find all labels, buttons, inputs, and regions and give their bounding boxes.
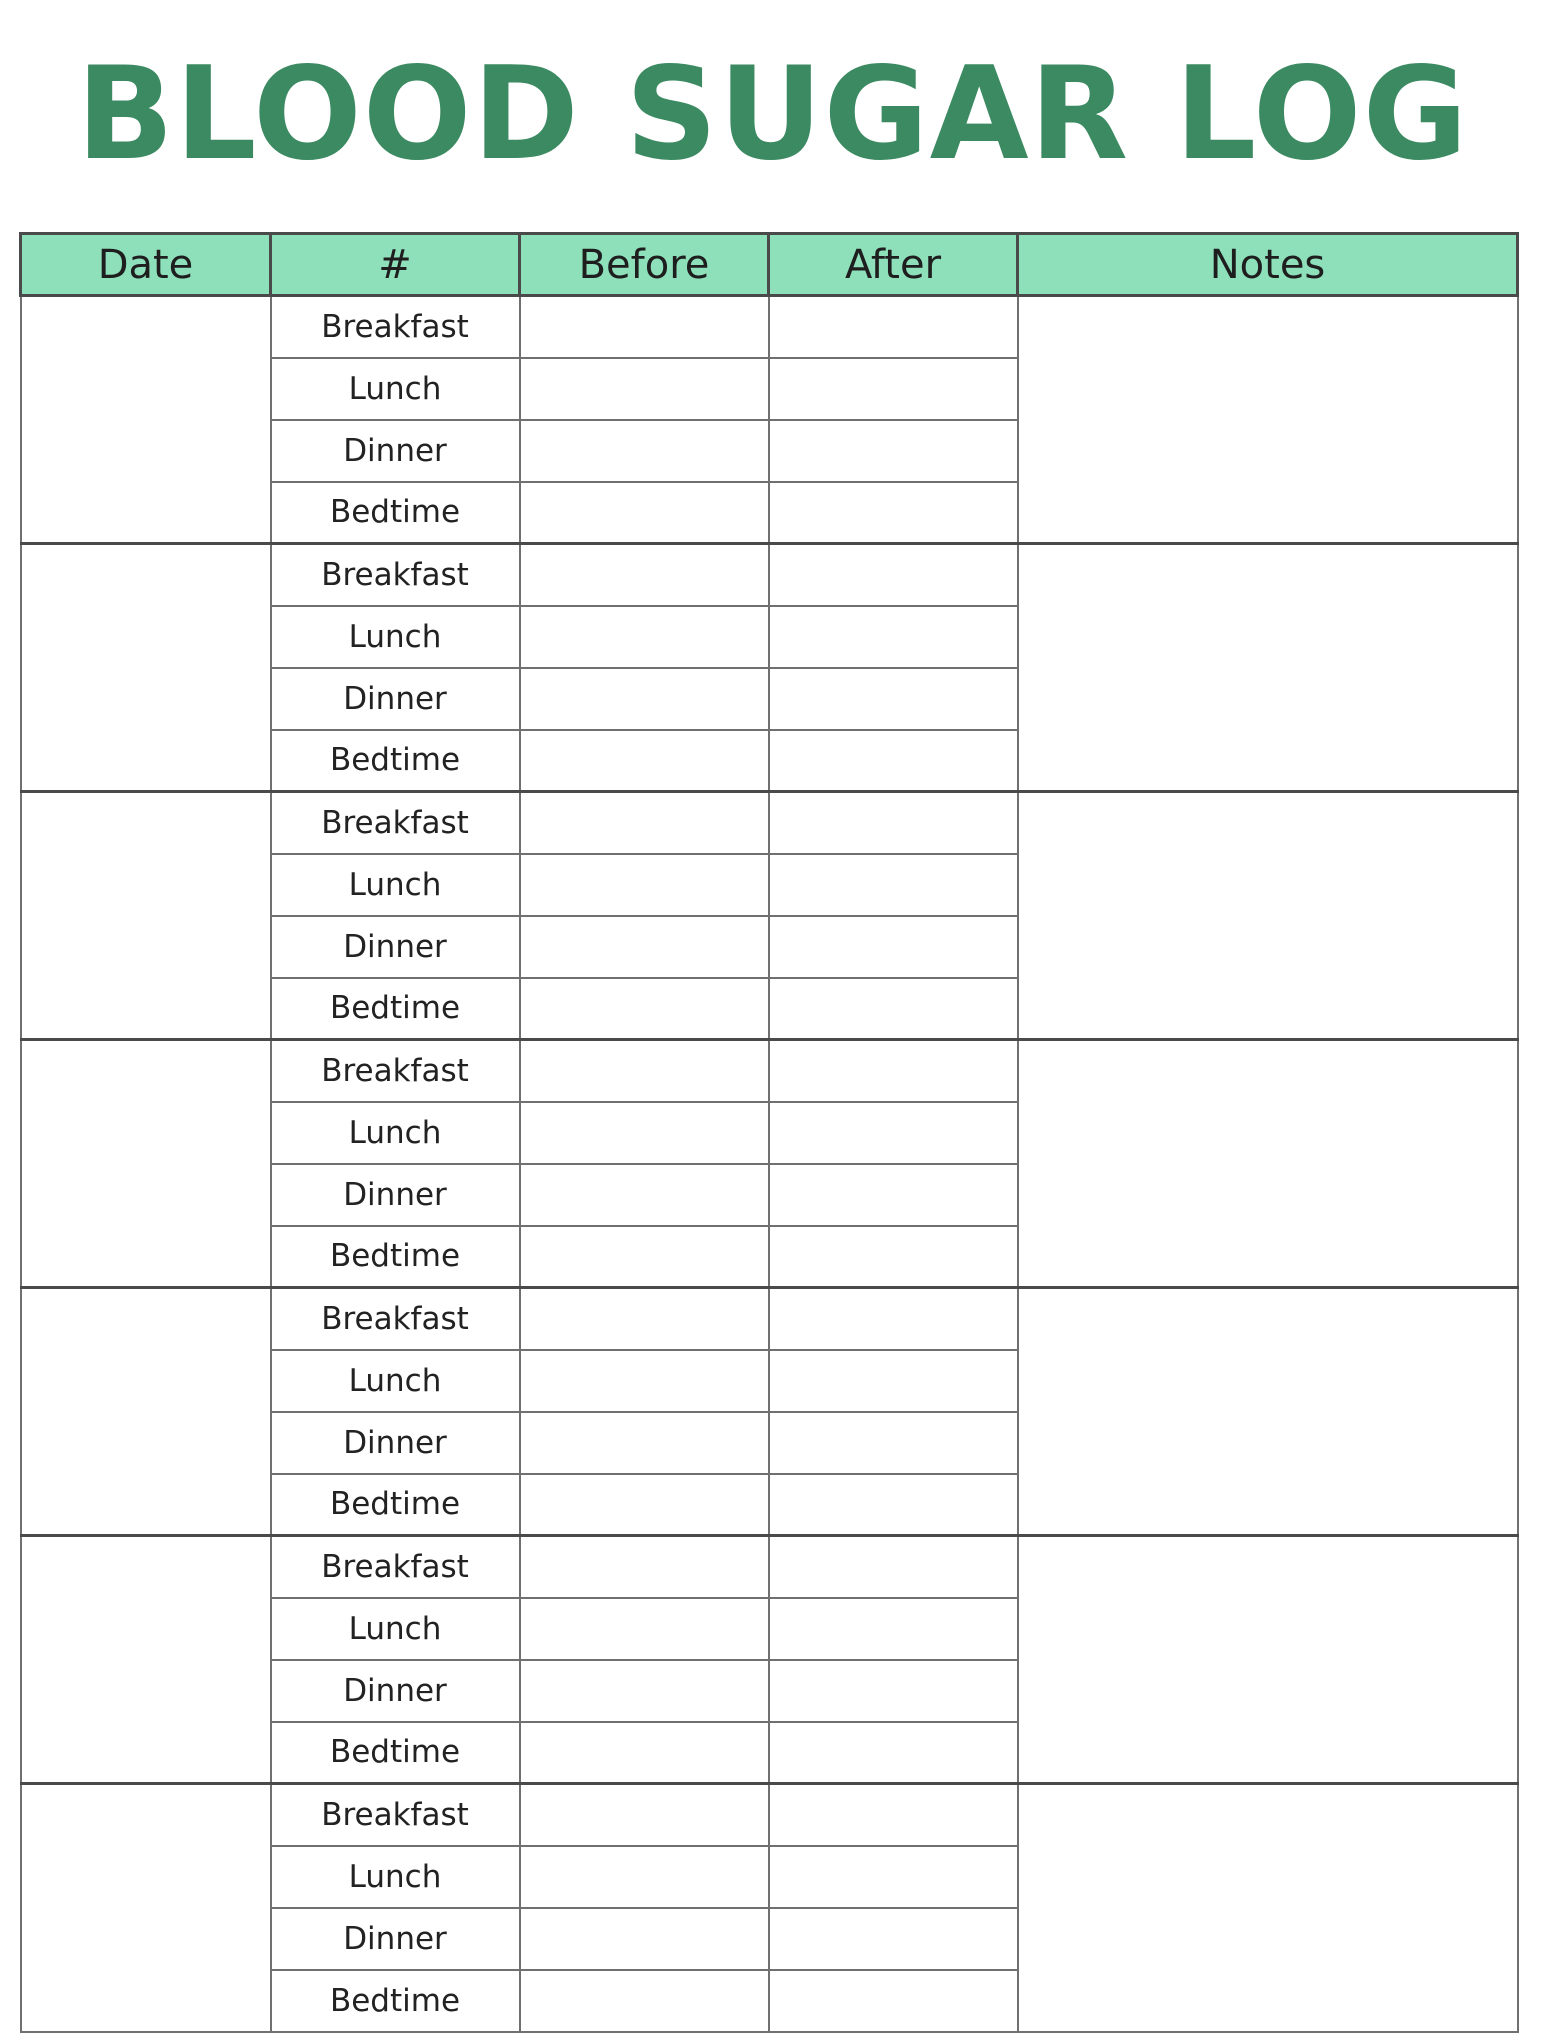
notes-cell[interactable] <box>1018 792 1518 1040</box>
meal-label-cell: Dinner <box>271 668 520 730</box>
date-column-header: Date <box>21 234 271 296</box>
table-row <box>21 296 1518 358</box>
after-reading-cell[interactable] <box>769 358 1018 420</box>
meal-label-cell: Dinner <box>271 916 520 978</box>
meal-label-cell: Bedtime <box>271 1722 520 1784</box>
meal-label-cell: Dinner <box>271 1908 520 1970</box>
date-cell[interactable] <box>21 1288 271 1536</box>
notes-cell[interactable] <box>1018 544 1518 792</box>
before-reading-cell[interactable] <box>520 1598 769 1660</box>
before-reading-cell[interactable] <box>520 1102 769 1164</box>
table-row <box>21 792 1518 854</box>
meal-label-cell: Dinner <box>271 1660 520 1722</box>
after-reading-cell[interactable] <box>769 420 1018 482</box>
before-reading-cell[interactable] <box>520 1908 769 1970</box>
after-reading-cell[interactable] <box>769 792 1018 854</box>
after-reading-cell[interactable] <box>769 1226 1018 1288</box>
before-reading-cell[interactable] <box>520 1722 769 1784</box>
before-reading-cell[interactable] <box>520 1226 769 1288</box>
before-reading-cell[interactable] <box>520 978 769 1040</box>
after-reading-cell[interactable] <box>769 1288 1018 1350</box>
meal-label-cell: Bedtime <box>271 1474 520 1536</box>
notes-column-header: Notes <box>1018 234 1518 296</box>
meal-label-cell: Lunch <box>271 1846 520 1908</box>
table-header <box>21 234 1518 296</box>
table-row <box>21 544 1518 606</box>
date-cell[interactable] <box>21 296 271 544</box>
after-reading-cell[interactable] <box>769 1040 1018 1102</box>
before-reading-cell[interactable] <box>520 854 769 916</box>
meal-label-cell: Dinner <box>271 1412 520 1474</box>
meal-label-cell: Breakfast <box>271 1040 520 1102</box>
before-reading-cell[interactable] <box>520 1040 769 1102</box>
meal-label-cell: Dinner <box>271 420 520 482</box>
notes-cell[interactable] <box>1018 1784 1518 2032</box>
before-reading-cell[interactable] <box>520 358 769 420</box>
before-reading-cell[interactable] <box>520 1846 769 1908</box>
after-reading-cell[interactable] <box>769 1350 1018 1412</box>
after-reading-cell[interactable] <box>769 1784 1018 1846</box>
before-reading-cell[interactable] <box>520 1474 769 1536</box>
after-reading-cell[interactable] <box>769 1536 1018 1598</box>
after-reading-cell[interactable] <box>769 544 1018 606</box>
date-cell[interactable] <box>21 1536 271 1784</box>
after-reading-cell[interactable] <box>769 606 1018 668</box>
before-reading-cell[interactable] <box>520 1784 769 1846</box>
meal-label-cell: Breakfast <box>271 1784 520 1846</box>
before-reading-cell[interactable] <box>520 730 769 792</box>
before-reading-cell[interactable] <box>520 1412 769 1474</box>
after-reading-cell[interactable] <box>769 1412 1018 1474</box>
before-reading-cell[interactable] <box>520 792 769 854</box>
meal-label-cell: Breakfast <box>271 1288 520 1350</box>
table-row <box>21 1040 1518 1102</box>
before-reading-cell[interactable] <box>520 420 769 482</box>
meal-label-cell: Breakfast <box>271 792 520 854</box>
meal-label-cell: Lunch <box>271 1598 520 1660</box>
after-column-header: After <box>769 234 1018 296</box>
table-row <box>21 1288 1518 1350</box>
date-cell[interactable] <box>21 1784 271 2032</box>
meal-label-cell: Breakfast <box>271 544 520 606</box>
after-reading-cell[interactable] <box>769 1908 1018 1970</box>
after-reading-cell[interactable] <box>769 1164 1018 1226</box>
notes-cell[interactable] <box>1018 1040 1518 1288</box>
before-reading-cell[interactable] <box>520 544 769 606</box>
notes-cell[interactable] <box>1018 1288 1518 1536</box>
meal-label-cell: Lunch <box>271 854 520 916</box>
meal-label-cell: Breakfast <box>271 296 520 358</box>
after-reading-cell[interactable] <box>769 1598 1018 1660</box>
after-reading-cell[interactable] <box>769 1970 1018 2032</box>
after-reading-cell[interactable] <box>769 1846 1018 1908</box>
meal-label-cell: Breakfast <box>271 1536 520 1598</box>
before-reading-cell[interactable] <box>520 1660 769 1722</box>
meal-label-cell: Bedtime <box>271 1226 520 1288</box>
after-reading-cell[interactable] <box>769 730 1018 792</box>
notes-cell[interactable] <box>1018 296 1518 544</box>
meal-label-cell: Bedtime <box>271 1970 520 2032</box>
page-title: BLOOD SUGAR LOG <box>76 40 1469 189</box>
meal-label-cell: Dinner <box>271 1164 520 1226</box>
header-row <box>21 234 1518 296</box>
before-reading-cell[interactable] <box>520 1288 769 1350</box>
after-reading-cell[interactable] <box>769 978 1018 1040</box>
before-reading-cell[interactable] <box>520 1536 769 1598</box>
meal-label-cell: Lunch <box>271 1102 520 1164</box>
date-cell[interactable] <box>21 544 271 792</box>
before-reading-cell[interactable] <box>520 1970 769 2032</box>
before-reading-cell[interactable] <box>520 916 769 978</box>
before-column-header: Before <box>520 234 769 296</box>
after-reading-cell[interactable] <box>769 854 1018 916</box>
before-reading-cell[interactable] <box>520 668 769 730</box>
after-reading-cell[interactable] <box>769 668 1018 730</box>
before-reading-cell[interactable] <box>520 1350 769 1412</box>
before-reading-cell[interactable] <box>520 296 769 358</box>
before-reading-cell[interactable] <box>520 606 769 668</box>
date-cell[interactable] <box>21 1040 271 1288</box>
meal-label-cell: Bedtime <box>271 978 520 1040</box>
after-reading-cell[interactable] <box>769 482 1018 544</box>
meal-label-cell: Lunch <box>271 606 520 668</box>
meal-label-cell: Bedtime <box>271 482 520 544</box>
meal-label-cell: Lunch <box>271 1350 520 1412</box>
after-reading-cell[interactable] <box>769 916 1018 978</box>
after-reading-cell[interactable] <box>769 1722 1018 1784</box>
after-reading-cell[interactable] <box>769 1474 1018 1536</box>
date-cell[interactable] <box>21 792 271 1040</box>
meal-label-cell: Lunch <box>271 358 520 420</box>
before-reading-cell[interactable] <box>520 1164 769 1226</box>
after-reading-cell[interactable] <box>769 296 1018 358</box>
before-reading-cell[interactable] <box>520 482 769 544</box>
notes-cell[interactable] <box>1018 1536 1518 1784</box>
table-row <box>21 1536 1518 1598</box>
after-reading-cell[interactable] <box>769 1660 1018 1722</box>
meal-label-cell: Bedtime <box>271 730 520 792</box>
table-row <box>21 1784 1518 1846</box>
meal-column-header: # <box>271 234 520 296</box>
table-body <box>21 296 1518 2032</box>
blood-sugar-log-table <box>19 232 1519 2033</box>
after-reading-cell[interactable] <box>769 1102 1018 1164</box>
